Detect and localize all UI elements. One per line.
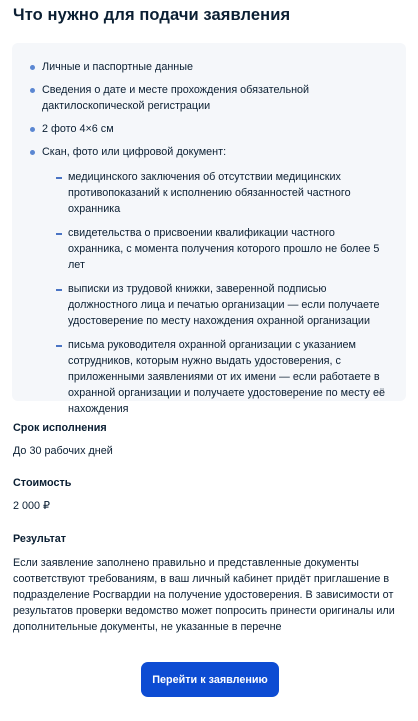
- bullet-icon: [30, 65, 35, 70]
- bullet-icon: [30, 150, 35, 155]
- document-text: выписки из трудовой книжки, заверенной подписью должностного лица и печатью организации — если получаете удостоверение по месту нахождения охранной организации: [68, 283, 380, 327]
- list-item: [42, 169, 389, 217]
- document-text: письма руководителя охранной организации с указанием сотрудников, которым нужно выдать удостоверения, с приложенными заявлениями от их имени — если работаете в охранной организации и получаете удостоверение по месту её нахождения: [68, 339, 385, 415]
- requirements-card: [12, 43, 406, 415]
- list-item: [29, 121, 389, 137]
- result-label: Результат: [13, 533, 67, 545]
- list-item: [42, 225, 389, 273]
- dash-icon: [56, 177, 62, 179]
- list-item: [29, 59, 389, 75]
- dash-icon: [56, 345, 62, 347]
- page-title: Что нужно для подачи заявления: [13, 6, 291, 24]
- document-sublist: [42, 169, 389, 417]
- bullet-icon: [30, 88, 35, 93]
- dash-icon: [56, 289, 62, 291]
- requirement-text: 2 фото 4×6 см: [42, 123, 114, 135]
- requirement-text: Личные и паспортные данные: [42, 61, 194, 73]
- list-item: [29, 82, 389, 114]
- cost-value: 2 000 ₽: [13, 500, 50, 512]
- deadline-value: До 30 рабочих дней: [13, 445, 113, 457]
- requirements-list: [29, 59, 389, 417]
- list-item: [29, 144, 389, 417]
- go-to-application-button[interactable]: Перейти к заявлению: [141, 662, 279, 697]
- bullet-icon: [30, 127, 35, 132]
- cost-label: Стоимость: [13, 477, 72, 489]
- dash-icon: [56, 233, 62, 235]
- requirement-text: Сведения о дате и месте прохождения обязательной дактилоскопической регистрации: [42, 84, 310, 112]
- result-value: Если заявление заполнено правильно и представленные документы соответствуют требованиям, в ваш личный кабинет придёт приглашение в подразделение Росгвардии на получение удостоверения. В зависимости от результатов проверки ведомство может попросить принести оригиналы или дополнительные документы, не указанные в перечне: [13, 557, 395, 633]
- document-text: медицинского заключения об отсутствии медицинских противопоказаний к исполнению обязанностей частного охранника: [68, 171, 351, 215]
- deadline-label: Срок исполнения: [13, 422, 107, 434]
- list-item: [42, 337, 389, 417]
- document-text: свидетельства о присвоении квалификации частного охранника, с момента получения которого прошло не более 5 лет: [68, 227, 380, 271]
- requirement-text: Скан, фото или цифровой документ:: [42, 146, 227, 158]
- list-item: [42, 281, 389, 329]
